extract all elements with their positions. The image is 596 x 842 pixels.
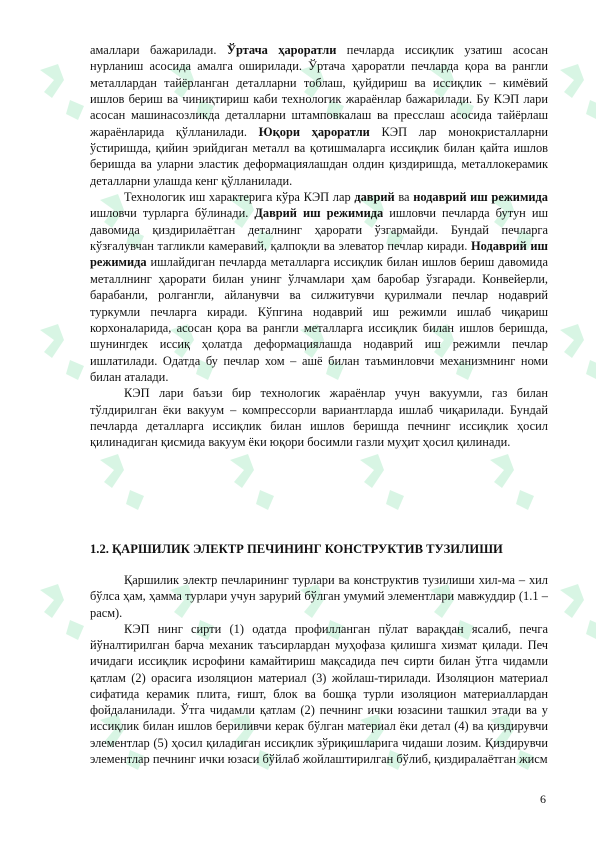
watermark-mark: [490, 454, 534, 510]
watermark-mark: [560, 64, 596, 120]
paragraph: [90, 189, 548, 385]
text-run: печларда иссиқлик узатиш асосан нурланиш асосида амалга оширилади. Ўртача ҳароратли печларда қора ва рангли металлардан тайёрланган деталларни тоблаш, қуйдириш ва иссиқлик – кимёвий ишлов бериш ва чиниқтириш каби технологик жараёнлар бажарилади. Бу КЭП лари асосан машинасозликда деталларни штамповкалаш ва пресслаш асосида тайёрлаш жараёнларида қўлланилади.: [90, 43, 548, 139]
watermark-mark: [40, 584, 84, 640]
watermark-mark: [40, 324, 84, 380]
paragraph: [90, 621, 548, 767]
text-run: ва: [394, 190, 414, 205]
text-run: Қаршилик электр печларининг турлари ва конструктив тузилиши хил-ма – хил бўлса ҳам, ҳамма турлари учун зарурий бўлган умумий элементлари мавжуддир (1.1 – расм).: [90, 573, 548, 620]
bold-term: даврий: [354, 190, 395, 205]
body-text-bottom: [90, 572, 548, 767]
paragraph: [90, 42, 548, 189]
section-heading: 1.2. ҚАРШИЛИК ЭЛЕКТР ПЕЧИНИНГ КОНСТРУКТИВ ТУЗИЛИШИ: [90, 542, 503, 556]
watermark-mark: [560, 584, 596, 640]
page-number: 6: [540, 792, 546, 806]
watermark-mark: [230, 454, 274, 510]
bold-term: Ўртача ҳароратли: [226, 43, 337, 57]
text-run: КЭП лари баъзи бир технологик жараёнлар учун вакуумли, газ билан тўлдирилган ёки вакуум – компрессорли вариантларда ишлаб чиқарилади. Бундай печларда деталларга иссиқлик билан ишлов беришда печнинг иссиқлик ҳосил қилинадиган қисмида вакуум ёки юқори босимли газли муҳит ҳосил қилинади.: [90, 386, 548, 450]
bold-term: Юқори ҳароратли: [258, 124, 370, 139]
bold-term: нодаврий иш режимида: [413, 190, 548, 205]
paragraph: [90, 385, 548, 450]
text-run: ишловчи турларга бўлинади.: [90, 206, 255, 221]
text-run: ишловчи печларда бутун иш давомида қиздирилаётган деталнинг ҳарорати ўзгармайди. Бундай печларга кўзғалувчан тагликли камеравий, қалпоқли ва элеватор печлар киради.: [90, 206, 548, 254]
paragraph: [90, 572, 548, 621]
watermark-mark: [40, 64, 84, 120]
watermark-mark: [560, 324, 596, 380]
watermark-mark: [360, 454, 404, 510]
body-text-top: [90, 42, 548, 451]
text-run: амаллари бажарилади.: [90, 43, 227, 57]
bold-term: Даврий иш режимида: [254, 206, 384, 221]
text-run: Технологик иш характерига кўра КЭП лар: [124, 190, 355, 205]
text-run: КЭП лар монокристалларни ўстиришда, қийин эрийдиган металл ва қотишмаларга иссиқлик билан қайта ишлов беришда ва уларни эластик деформациялашдан олдин қиздиришда, металлокерамик деталларни улашда кенг қўлланилади.: [90, 124, 548, 188]
text-run: ишлайдиган печларда металларга иссиқлик билан ишлов бериш давомида металлнинг ҳарорати билан унинг ўлчамлари ҳам баробар ўзгаради. Конвейерли, барабанли, ролгангли, айланувчи ва силжитувчи қурилмали печлар нодаврий туркумли печларга киради. Кўпгина нодаврий иш режимли ишлаб чиқариш корхоналарида, асосан қора ва рангли металларга иссиқлик билан ишлов беришда, шунингдек иссиқ ҳолатда деформациялашда нодаврий иш режимли печлар ишлатилади. Одатда бу печлар хом – ашё билан таъминловчи механизмнинг номи билан аталади.: [90, 255, 548, 384]
text-run: КЭП нинг сирти (1) одатда профилланган пўлат варақдан ясалиб, печга йўналтирилган барча механик таъсирлардан муҳофаза қилишга хизмат қилади. Печ ичидаги иссиқлик исрофини камайтириш мақсадида печ сирти билан ўтга чидамли қатлам (2) орасига изоляцион материал (3) жойлаш-тирилади. Изоляцион материал сифатида керамик плита, ғишт, блок ва бошқа турли изоляцион материаллардан фойдаланилади. Ўтга чидамли қатлам (2) печнинг ички юзасини ташкил этади ва у иссиқлик билан ишлов бериливчи керак бўлган материал ёки детал (4) ва қиздирувчи элементлар (5) ҳосил қиладиган иссиқлик зўриқишларига чидаши лозим. Қиздирувчи элементлар печнинг ички юзаси бўйлаб жойлаштирилган бўлиб, қиздиралаётган жисм: [90, 621, 548, 766]
watermark-mark: [100, 454, 144, 510]
bold-term: Нодаврий иш режимида: [90, 239, 548, 270]
